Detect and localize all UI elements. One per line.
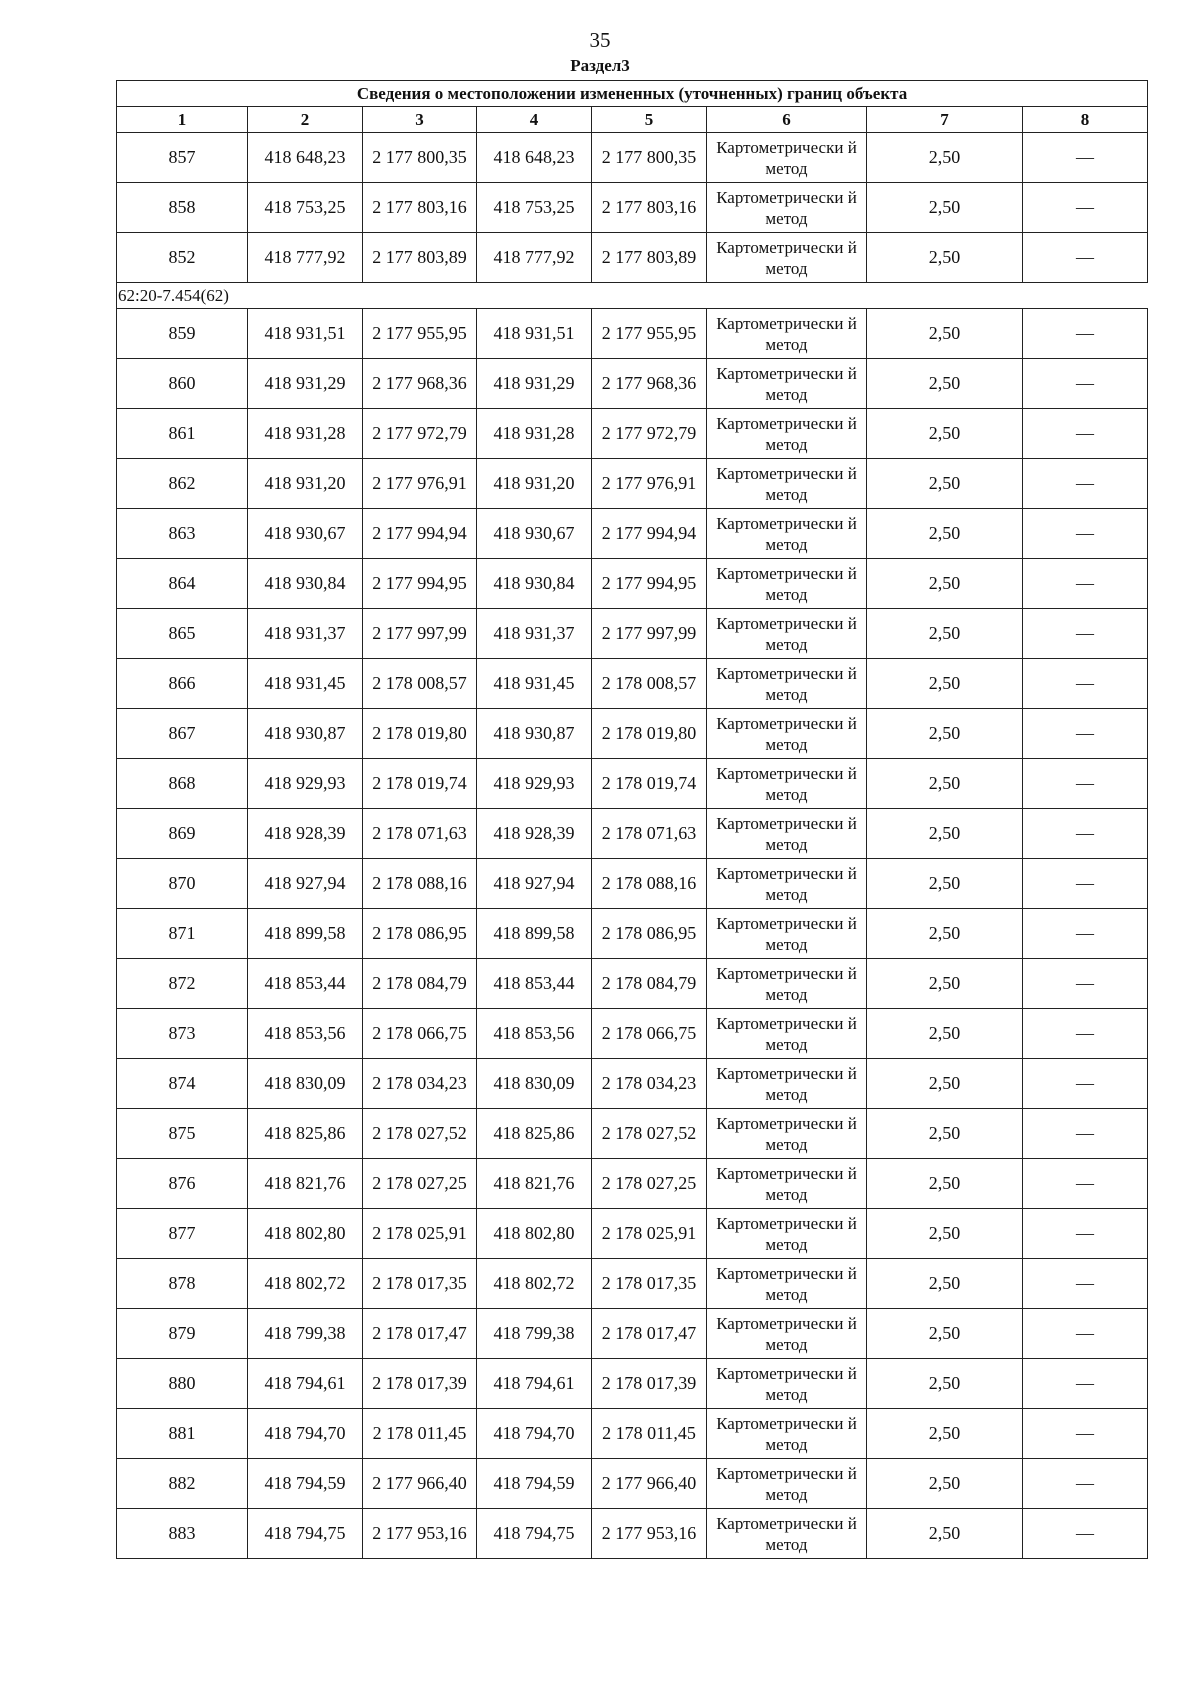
table-row: [117, 133, 1148, 183]
y-existing-cell: 2 178 088,16: [363, 859, 477, 909]
accuracy-cell: 2,50: [867, 1259, 1023, 1309]
note-cell: —: [1023, 1309, 1148, 1359]
column-header: 7: [867, 107, 1023, 133]
x-existing-cell: 418 830,09: [248, 1059, 363, 1109]
y-refined-cell: 2 178 027,25: [592, 1159, 707, 1209]
accuracy-cell: 2,50: [867, 859, 1023, 909]
y-refined-cell: 2 178 017,35: [592, 1259, 707, 1309]
accuracy-cell: 2,50: [867, 809, 1023, 859]
point-number-cell: 865: [117, 609, 248, 659]
x-existing-cell: 418 930,84: [248, 559, 363, 609]
table-row: [117, 309, 1148, 359]
y-existing-cell: 2 177 994,95: [363, 559, 477, 609]
table-row: [117, 1459, 1148, 1509]
point-number-cell: 859: [117, 309, 248, 359]
accuracy-cell: 2,50: [867, 909, 1023, 959]
x-refined-cell: 418 853,56: [477, 1009, 592, 1059]
page-number: 35: [589, 28, 611, 52]
x-existing-cell: 418 802,80: [248, 1209, 363, 1259]
rows-after-group: [117, 309, 1148, 1559]
y-refined-cell: 2 178 017,39: [592, 1359, 707, 1409]
point-number-cell: 862: [117, 459, 248, 509]
point-number-cell: 863: [117, 509, 248, 559]
y-refined-cell: 2 178 025,91: [592, 1209, 707, 1259]
x-refined-cell: 418 753,25: [477, 183, 592, 233]
y-existing-cell: 2 178 025,91: [363, 1209, 477, 1259]
y-refined-cell: 2 177 972,79: [592, 409, 707, 459]
table-row: [117, 859, 1148, 909]
y-existing-cell: 2 178 027,25: [363, 1159, 477, 1209]
point-number-cell: 874: [117, 1059, 248, 1109]
note-cell: —: [1023, 1509, 1148, 1559]
x-refined-cell: 418 794,59: [477, 1459, 592, 1509]
point-number-cell: 869: [117, 809, 248, 859]
y-refined-cell: 2 177 803,16: [592, 183, 707, 233]
x-refined-cell: 418 794,70: [477, 1409, 592, 1459]
accuracy-cell: 2,50: [867, 959, 1023, 1009]
group-label: 62:20-7.454(62): [117, 283, 1148, 309]
x-existing-cell: 418 927,94: [248, 859, 363, 909]
point-number-cell: 868: [117, 759, 248, 809]
note-cell: —: [1023, 359, 1148, 409]
accuracy-cell: 2,50: [867, 1159, 1023, 1209]
x-refined-cell: 418 899,58: [477, 909, 592, 959]
y-refined-cell: 2 178 088,16: [592, 859, 707, 909]
point-number-cell: 857: [117, 133, 248, 183]
point-number-cell: 877: [117, 1209, 248, 1259]
y-existing-cell: 2 178 071,63: [363, 809, 477, 859]
note-cell: —: [1023, 709, 1148, 759]
x-existing-cell: 418 802,72: [248, 1259, 363, 1309]
column-header: 6: [707, 107, 867, 133]
note-cell: —: [1023, 759, 1148, 809]
note-cell: —: [1023, 909, 1148, 959]
method-cell: Картометрически й метод: [707, 1059, 867, 1109]
note-cell: —: [1023, 1259, 1148, 1309]
note-cell: —: [1023, 1059, 1148, 1109]
y-existing-cell: 2 177 803,16: [363, 183, 477, 233]
section-title: Раздел3: [570, 56, 630, 75]
method-cell: Картометрически й метод: [707, 1209, 867, 1259]
accuracy-cell: 2,50: [867, 1309, 1023, 1359]
x-existing-cell: 418 930,67: [248, 509, 363, 559]
accuracy-cell: 2,50: [867, 709, 1023, 759]
accuracy-cell: 2,50: [867, 1209, 1023, 1259]
column-header: 2: [248, 107, 363, 133]
x-existing-cell: 418 753,25: [248, 183, 363, 233]
note-cell: —: [1023, 1359, 1148, 1409]
y-existing-cell: 2 177 966,40: [363, 1459, 477, 1509]
x-refined-cell: 418 802,80: [477, 1209, 592, 1259]
point-number-cell: 875: [117, 1109, 248, 1159]
point-number-cell: 873: [117, 1009, 248, 1059]
x-refined-cell: 418 929,93: [477, 759, 592, 809]
y-refined-cell: 2 178 086,95: [592, 909, 707, 959]
table-row: [117, 709, 1148, 759]
y-refined-cell: 2 178 071,63: [592, 809, 707, 859]
x-existing-cell: 418 931,28: [248, 409, 363, 459]
y-refined-cell: 2 178 011,45: [592, 1409, 707, 1459]
x-refined-cell: 418 930,84: [477, 559, 592, 609]
x-refined-cell: 418 931,45: [477, 659, 592, 709]
method-cell: Картометрически й метод: [707, 1509, 867, 1559]
y-existing-cell: 2 178 066,75: [363, 1009, 477, 1059]
y-existing-cell: 2 178 027,52: [363, 1109, 477, 1159]
note-cell: —: [1023, 809, 1148, 859]
y-refined-cell: 2 178 019,80: [592, 709, 707, 759]
x-existing-cell: 418 931,37: [248, 609, 363, 659]
point-number-cell: 882: [117, 1459, 248, 1509]
point-number-cell: 881: [117, 1409, 248, 1459]
x-refined-cell: 418 930,87: [477, 709, 592, 759]
accuracy-cell: 2,50: [867, 359, 1023, 409]
y-existing-cell: 2 178 019,74: [363, 759, 477, 809]
method-cell: Картометрически й метод: [707, 1459, 867, 1509]
point-number-cell: 880: [117, 1359, 248, 1409]
x-existing-cell: 418 899,58: [248, 909, 363, 959]
x-existing-cell: 418 929,93: [248, 759, 363, 809]
y-refined-cell: 2 177 997,99: [592, 609, 707, 659]
y-existing-cell: 2 178 017,35: [363, 1259, 477, 1309]
y-refined-cell: 2 178 019,74: [592, 759, 707, 809]
point-number-cell: 872: [117, 959, 248, 1009]
table-row: [117, 509, 1148, 559]
note-cell: —: [1023, 1009, 1148, 1059]
y-refined-cell: 2 177 994,95: [592, 559, 707, 609]
method-cell: Картометрически й метод: [707, 1309, 867, 1359]
x-refined-cell: 418 853,44: [477, 959, 592, 1009]
accuracy-cell: 2,50: [867, 1509, 1023, 1559]
note-cell: —: [1023, 309, 1148, 359]
y-refined-cell: 2 178 008,57: [592, 659, 707, 709]
note-cell: —: [1023, 183, 1148, 233]
x-existing-cell: 418 825,86: [248, 1109, 363, 1159]
method-cell: Картометрически й метод: [707, 859, 867, 909]
y-refined-cell: 2 177 968,36: [592, 359, 707, 409]
point-number-cell: 864: [117, 559, 248, 609]
x-refined-cell: 418 821,76: [477, 1159, 592, 1209]
y-existing-cell: 2 178 034,23: [363, 1059, 477, 1109]
y-existing-cell: 2 177 955,95: [363, 309, 477, 359]
note-cell: —: [1023, 959, 1148, 1009]
y-refined-cell: 2 178 084,79: [592, 959, 707, 1009]
x-refined-cell: 418 794,61: [477, 1359, 592, 1409]
method-cell: Картометрически й метод: [707, 409, 867, 459]
note-cell: —: [1023, 1409, 1148, 1459]
point-number-cell: 867: [117, 709, 248, 759]
x-refined-cell: 418 931,20: [477, 459, 592, 509]
table-row: [117, 1109, 1148, 1159]
x-refined-cell: 418 928,39: [477, 809, 592, 859]
accuracy-cell: 2,50: [867, 609, 1023, 659]
column-header: 8: [1023, 107, 1148, 133]
point-number-cell: 876: [117, 1159, 248, 1209]
accuracy-cell: 2,50: [867, 759, 1023, 809]
rows-before-group: [117, 133, 1148, 283]
x-existing-cell: 418 794,59: [248, 1459, 363, 1509]
x-existing-cell: 418 799,38: [248, 1309, 363, 1359]
point-number-cell: 871: [117, 909, 248, 959]
method-cell: Картометрически й метод: [707, 809, 867, 859]
table-row: [117, 1309, 1148, 1359]
accuracy-cell: 2,50: [867, 1059, 1023, 1109]
y-refined-cell: 2 178 027,52: [592, 1109, 707, 1159]
y-refined-cell: 2 177 976,91: [592, 459, 707, 509]
x-existing-cell: 418 931,29: [248, 359, 363, 409]
table-row: [117, 1509, 1148, 1559]
x-existing-cell: 418 821,76: [248, 1159, 363, 1209]
accuracy-cell: 2,50: [867, 559, 1023, 609]
method-cell: Картометрически й метод: [707, 459, 867, 509]
method-cell: Картометрически й метод: [707, 659, 867, 709]
x-refined-cell: 418 927,94: [477, 859, 592, 909]
accuracy-cell: 2,50: [867, 1359, 1023, 1409]
method-cell: Картометрически й метод: [707, 1259, 867, 1309]
point-number-cell: 858: [117, 183, 248, 233]
method-cell: Картометрически й метод: [707, 1359, 867, 1409]
method-cell: Картометрически й метод: [707, 233, 867, 283]
column-header: 5: [592, 107, 707, 133]
y-existing-cell: 2 178 084,79: [363, 959, 477, 1009]
table-row: [117, 959, 1148, 1009]
x-refined-cell: 418 802,72: [477, 1259, 592, 1309]
y-refined-cell: 2 177 803,89: [592, 233, 707, 283]
method-cell: Картометрически й метод: [707, 709, 867, 759]
point-number-cell: 878: [117, 1259, 248, 1309]
x-refined-cell: 418 825,86: [477, 1109, 592, 1159]
table-row: [117, 909, 1148, 959]
accuracy-cell: 2,50: [867, 1009, 1023, 1059]
table-row: [117, 1059, 1148, 1109]
table-row: [117, 559, 1148, 609]
y-existing-cell: 2 178 017,47: [363, 1309, 477, 1359]
accuracy-cell: 2,50: [867, 183, 1023, 233]
y-existing-cell: 2 178 008,57: [363, 659, 477, 709]
note-cell: —: [1023, 133, 1148, 183]
note-cell: —: [1023, 1459, 1148, 1509]
x-existing-cell: 418 930,87: [248, 709, 363, 759]
x-refined-cell: 418 931,51: [477, 309, 592, 359]
note-cell: —: [1023, 609, 1148, 659]
point-number-cell: 870: [117, 859, 248, 909]
x-refined-cell: 418 648,23: [477, 133, 592, 183]
method-cell: Картометрически й метод: [707, 1009, 867, 1059]
note-cell: —: [1023, 1109, 1148, 1159]
table-row: [117, 1159, 1148, 1209]
method-cell: Картометрически й метод: [707, 759, 867, 809]
y-existing-cell: 2 177 976,91: [363, 459, 477, 509]
point-number-cell: 883: [117, 1509, 248, 1559]
y-existing-cell: 2 178 019,80: [363, 709, 477, 759]
column-header: 1: [117, 107, 248, 133]
x-existing-cell: 418 853,56: [248, 1009, 363, 1059]
x-refined-cell: 418 777,92: [477, 233, 592, 283]
y-existing-cell: 2 177 953,16: [363, 1509, 477, 1559]
y-existing-cell: 2 178 086,95: [363, 909, 477, 959]
y-refined-cell: 2 177 800,35: [592, 133, 707, 183]
method-cell: Картометрически й метод: [707, 359, 867, 409]
method-cell: Картометрически й метод: [707, 133, 867, 183]
method-cell: Картометрически й метод: [707, 959, 867, 1009]
table-row: [117, 1359, 1148, 1409]
y-refined-cell: 2 177 955,95: [592, 309, 707, 359]
x-refined-cell: 418 930,67: [477, 509, 592, 559]
table-row: [117, 659, 1148, 709]
note-cell: —: [1023, 1209, 1148, 1259]
table-row: [117, 1009, 1148, 1059]
point-number-cell: 879: [117, 1309, 248, 1359]
y-refined-cell: 2 177 994,94: [592, 509, 707, 559]
y-existing-cell: 2 177 800,35: [363, 133, 477, 183]
table-caption: Сведения о местоположении измененных (уточненных) границ объекта: [117, 81, 1148, 107]
x-existing-cell: 418 794,75: [248, 1509, 363, 1559]
x-existing-cell: 418 794,61: [248, 1359, 363, 1409]
point-number-cell: 852: [117, 233, 248, 283]
table-row: [117, 183, 1148, 233]
note-cell: —: [1023, 559, 1148, 609]
method-cell: Картометрически й метод: [707, 1409, 867, 1459]
x-refined-cell: 418 931,29: [477, 359, 592, 409]
y-refined-cell: 2 178 034,23: [592, 1059, 707, 1109]
x-existing-cell: 418 928,39: [248, 809, 363, 859]
x-refined-cell: 418 794,75: [477, 1509, 592, 1559]
y-existing-cell: 2 177 968,36: [363, 359, 477, 409]
method-cell: Картометрически й метод: [707, 309, 867, 359]
x-refined-cell: 418 931,28: [477, 409, 592, 459]
table-row: [117, 233, 1148, 283]
table-row: [117, 1209, 1148, 1259]
x-existing-cell: 418 931,45: [248, 659, 363, 709]
table-row: [117, 409, 1148, 459]
x-existing-cell: 418 853,44: [248, 959, 363, 1009]
accuracy-cell: 2,50: [867, 509, 1023, 559]
accuracy-cell: 2,50: [867, 233, 1023, 283]
y-existing-cell: 2 177 997,99: [363, 609, 477, 659]
accuracy-cell: 2,50: [867, 459, 1023, 509]
note-cell: —: [1023, 659, 1148, 709]
x-existing-cell: 418 931,51: [248, 309, 363, 359]
table-row: [117, 359, 1148, 409]
point-number-cell: 861: [117, 409, 248, 459]
y-existing-cell: 2 177 972,79: [363, 409, 477, 459]
x-refined-cell: 418 799,38: [477, 1309, 592, 1359]
x-refined-cell: 418 830,09: [477, 1059, 592, 1109]
y-existing-cell: 2 178 017,39: [363, 1359, 477, 1409]
accuracy-cell: 2,50: [867, 133, 1023, 183]
point-number-cell: 866: [117, 659, 248, 709]
method-cell: Картометрически й метод: [707, 1109, 867, 1159]
method-cell: Картометрически й метод: [707, 609, 867, 659]
table-row: [117, 759, 1148, 809]
table-row: [117, 459, 1148, 509]
table-row: [117, 609, 1148, 659]
table-row: [117, 1409, 1148, 1459]
method-cell: Картометрически й метод: [707, 909, 867, 959]
y-refined-cell: 2 177 953,16: [592, 1509, 707, 1559]
note-cell: —: [1023, 233, 1148, 283]
table-row: [117, 809, 1148, 859]
y-existing-cell: 2 177 803,89: [363, 233, 477, 283]
note-cell: —: [1023, 459, 1148, 509]
note-cell: —: [1023, 509, 1148, 559]
y-refined-cell: 2 177 966,40: [592, 1459, 707, 1509]
y-refined-cell: 2 178 017,47: [592, 1309, 707, 1359]
x-existing-cell: 418 794,70: [248, 1409, 363, 1459]
method-cell: Картометрически й метод: [707, 559, 867, 609]
table-row: [117, 1259, 1148, 1309]
x-existing-cell: 418 931,20: [248, 459, 363, 509]
note-cell: —: [1023, 1159, 1148, 1209]
group-section: [117, 283, 1148, 309]
note-cell: —: [1023, 859, 1148, 909]
method-cell: Картометрически й метод: [707, 183, 867, 233]
accuracy-cell: 2,50: [867, 1409, 1023, 1459]
y-existing-cell: 2 178 011,45: [363, 1409, 477, 1459]
column-header: 3: [363, 107, 477, 133]
point-number-cell: 860: [117, 359, 248, 409]
y-refined-cell: 2 178 066,75: [592, 1009, 707, 1059]
boundary-points-table: [116, 80, 1148, 1559]
x-existing-cell: 418 777,92: [248, 233, 363, 283]
x-refined-cell: 418 931,37: [477, 609, 592, 659]
column-header: 4: [477, 107, 592, 133]
accuracy-cell: 2,50: [867, 1459, 1023, 1509]
y-existing-cell: 2 177 994,94: [363, 509, 477, 559]
method-cell: Картометрически й метод: [707, 509, 867, 559]
accuracy-cell: 2,50: [867, 1109, 1023, 1159]
x-existing-cell: 418 648,23: [248, 133, 363, 183]
column-number-row: [117, 107, 1148, 133]
accuracy-cell: 2,50: [867, 409, 1023, 459]
method-cell: Картометрически й метод: [707, 1159, 867, 1209]
accuracy-cell: 2,50: [867, 309, 1023, 359]
note-cell: —: [1023, 409, 1148, 459]
accuracy-cell: 2,50: [867, 659, 1023, 709]
